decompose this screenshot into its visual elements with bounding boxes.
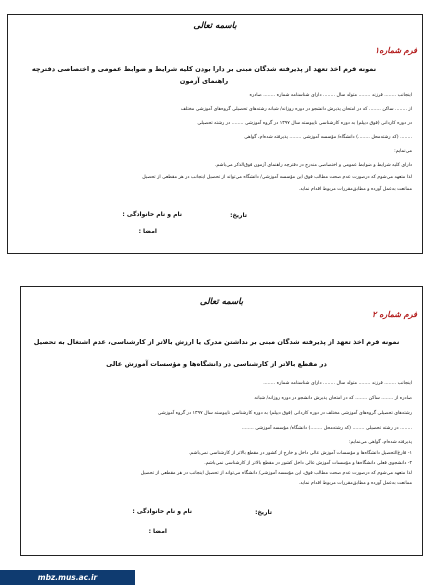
form-text-line: اینجانب ........ فرزند ........ متولد سال ........ دارای شناسنامه شماره ........ صادره	[249, 93, 412, 98]
date-label: تاریخ:	[255, 509, 272, 516]
form-text-line: اینجانب ........ فرزند ........ متولد سال ........ دارای شناسنامه شماره ........	[263, 381, 412, 386]
signature-label: امضا :	[148, 528, 167, 535]
signature-label: امضا :	[138, 228, 157, 235]
form-text-line: دارای کلیه شرایط و ضوابط عمومی و اختصاصی مندرج در دفترچه راهنمای آزمون فوق‌الذکر می‌باشم.	[214, 163, 412, 168]
form-text-line: ۱- فارغ‌التحصیل دانشگاه‌ها و مؤسسات آموزش عالی داخل و خارج از کشور در مقطع بالاتر از کارشناسی نمی‌باشم.	[188, 451, 412, 456]
form-text-line: پذیرفته شده‌ام، گواهی می‌نمایم:	[348, 440, 412, 445]
form-text-line: ممانعت به‌عمل آورده و مطابق‌مقررات مربوط اقدام نماید.	[298, 187, 412, 192]
name-label: نام و نام خانوادگی :	[122, 211, 182, 218]
form-text-line: لذا متعهد می‌شوم که درصورت عدم صحت مطالب فوق این مؤسسه آموزشی/ دانشگاه می‌تواند از تحصیل اینجانب در هر مقطعی از تحصیل	[142, 175, 412, 180]
form-title-line-1: نمونه فرم اخذ تعهد از پذیرفته شدگان مبنی بر نداشتن مدرک یا ارزش بالاتر از کارشناسی، عدم اشتغال به تحصیل	[33, 338, 400, 346]
basmala: باسمه تعالی	[193, 21, 237, 31]
form-title-line-2: در مقطع بالاتر از کارشناسی در دانشگاه‌ها و مؤسسات آموزش عالی	[106, 360, 327, 368]
form-text-line: صادره از ........ ساکن ........ که در امتحان پذیرش دانشجو در دوره روزانه/ شبانه	[254, 396, 412, 401]
form-text-line: رشته‌های تحصیلی گروه‌های آموزشی مختلف در دوره کاردانی (فوق دیپلم) به دوره کارشناسی ناپیوسته سال ۱۳۹۷ در گروه آموزشی	[157, 411, 412, 416]
date-label: تاریخ:	[230, 212, 247, 219]
form-text-line: ........ (کد رشته‌محل ........) دانشگاه/ مؤسسه آموزشی ........ پذیرفته شده‌ام، گواهی	[244, 135, 412, 140]
form-text-line: ........ در رشته تحصیلی ........ (کد رشته‌محل ........) دانشگاه/ مؤسسه آموزشی ........	[241, 426, 412, 431]
form-2	[20, 286, 423, 556]
form-text-line: لذا متعهد می‌شوم که درصورت عدم صحت مطالب فوق، این مؤسسه آموزشی/ دانشگاه می‌تواند از تحصیل اینجانب در هر مقطعی از تحصیل	[140, 471, 412, 476]
form-number: فرم شماره ۲	[372, 309, 417, 319]
form-title: نمونه فرم اخذ تعهد از پذیرفته شدگان مبنی بر دارا بودن کلیه شرایط و ضوابط عمومی و اختصاصی دفترچه راهنمای آزمون	[31, 65, 377, 85]
form-text-line: می‌نمایم:	[394, 149, 412, 154]
site-url[interactable]: mbz.mus.ac.ir	[37, 573, 98, 582]
form-text-line: ۲- دانشجوی فعلی دانشگاه‌ها و مؤسسات آموزش عالی داخل کشور در مقطع بالاتر از کارشناسی نمی‌باشم.	[204, 461, 412, 466]
form-1	[7, 14, 423, 254]
form-text-line: ممانعت به‌عمل آورده و مطابق‌مقررات مربوط اقدام نماید.	[298, 481, 412, 486]
basmala: باسمه تعالی	[199, 297, 244, 307]
form-number: فرم شماره۱	[374, 45, 417, 55]
name-label: نام و نام خانوادگی :	[132, 508, 192, 515]
site-footer-badge[interactable]	[0, 570, 135, 585]
form-text-line: از ........ ساکن ........ که در امتحان پذیرش دانشجو در دوره روزانه/ شبانه رشته‌های تحصیلی گروه‌های آموزشی مختلف	[180, 107, 412, 112]
form-text-line: در دوره کاردانی (فوق دیپلم) به دوره کارشناسی ناپیوسته سال ۱۳۹۷ در گروه آموزشی ........ در رشته تحصیلی	[197, 121, 412, 126]
